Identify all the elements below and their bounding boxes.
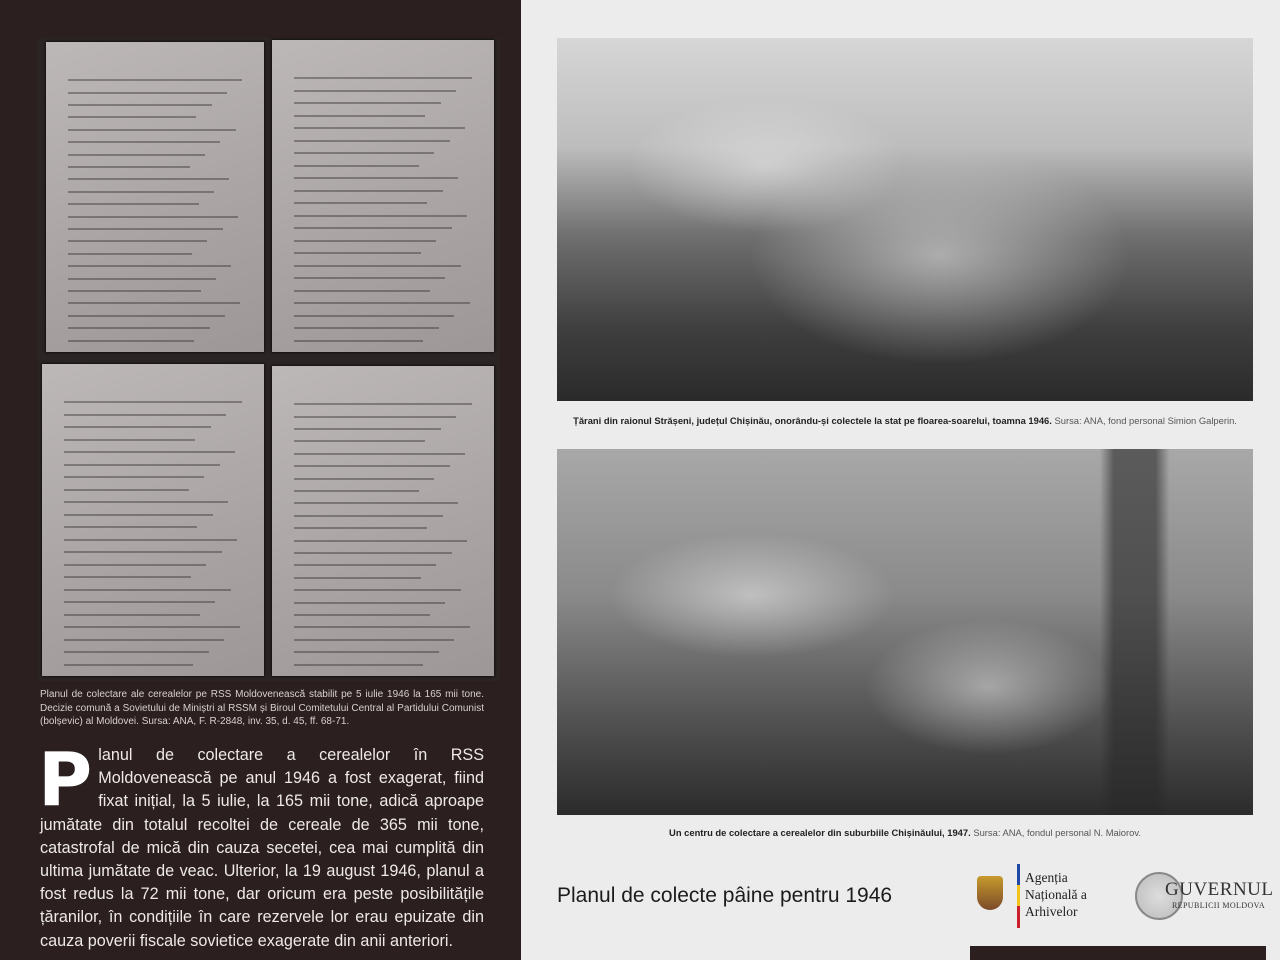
typed-line — [294, 664, 423, 666]
typed-line — [64, 639, 224, 641]
page-title: Planul de colecte pâine pentru 1946 — [557, 884, 893, 907]
typed-line — [294, 90, 456, 92]
typed-line — [64, 426, 211, 428]
typed-line — [294, 564, 436, 566]
gov-line-2: REPUBLICII MOLDOVA — [1171, 901, 1265, 910]
typed-line — [68, 240, 208, 242]
typed-line — [294, 490, 418, 492]
body-paragraph: lanul de colectare a cerealelor în RSS Moldovenească pe anul 1946 a fost exagerat, fiind fixat inițial, la 5 iulie, la 165 mii tone, adică aproape jumătate din totalul recoltei de cereale de 365 mii tone, catastrofal de mică din cauza secetei, cea mai cumplită din ultima jumătate de veac. Ulterior, la 19 august 1946, planul a fost redus la 72 mii tone, dar oricum era peste posibilitățile țăranilor, în condițiile în care rezervele lor erau epuizate din cauza poverii fiscale sovietice exagerate din anii anteriori. — [40, 746, 484, 950]
typed-line — [64, 526, 197, 528]
typed-line — [64, 589, 231, 591]
archive-documents-image — [38, 38, 500, 681]
gov-line-1: GUVERNUL — [1165, 879, 1274, 900]
ana-line-2: Națională a — [1025, 887, 1087, 902]
typed-line — [294, 540, 467, 542]
typed-line — [68, 129, 236, 131]
government-logo-text — [1165, 879, 1274, 910]
typed-line — [294, 552, 452, 554]
ana-line-3: Arhivelor — [1025, 904, 1078, 919]
typed-line — [64, 576, 191, 578]
tricolor-divider — [1017, 864, 1020, 928]
typed-line — [64, 626, 239, 628]
typed-line — [68, 278, 216, 280]
typed-line — [68, 315, 225, 317]
typed-line — [68, 178, 229, 180]
typed-line — [294, 639, 454, 641]
typed-line — [68, 327, 210, 329]
typed-line — [64, 551, 222, 553]
typed-line — [64, 489, 188, 491]
typed-line — [68, 265, 232, 267]
typed-line — [294, 190, 443, 192]
caption-source: Sursa: ANA, fond personal Simion Galperin. — [1054, 415, 1237, 426]
typed-line — [64, 501, 228, 503]
typed-line — [64, 564, 206, 566]
typed-line — [68, 228, 223, 230]
typed-line — [294, 327, 438, 329]
typed-line — [294, 215, 467, 217]
document-page-2 — [272, 40, 494, 352]
typed-line — [294, 589, 461, 591]
typed-line — [294, 440, 425, 442]
typed-line — [64, 476, 204, 478]
typed-line — [294, 240, 436, 242]
typed-line — [68, 253, 192, 255]
typed-line — [68, 141, 221, 143]
typed-line — [294, 502, 458, 504]
ana-logo-text — [1025, 869, 1087, 920]
drop-cap: P — [38, 737, 93, 823]
typed-line — [64, 539, 237, 541]
typed-line — [64, 651, 208, 653]
typed-line — [294, 227, 452, 229]
typed-line — [68, 79, 242, 81]
typed-line — [64, 414, 226, 416]
typed-line — [64, 451, 235, 453]
caption-source: Sursa: ANA, fondul personal N. Maiorov. — [973, 827, 1141, 838]
ana-line-1: Agenția — [1025, 870, 1068, 885]
document-page-4 — [272, 366, 494, 676]
footer-bar — [970, 946, 1266, 960]
document-page-1 — [46, 42, 264, 352]
left-panel — [0, 0, 521, 960]
typed-line — [294, 527, 427, 529]
typed-line — [294, 626, 469, 628]
typed-line — [294, 428, 441, 430]
typed-line — [294, 152, 434, 154]
typed-line — [68, 340, 194, 342]
typed-line — [294, 165, 418, 167]
typed-line — [64, 464, 219, 466]
photo-collection-center — [557, 449, 1253, 815]
typed-line — [68, 166, 190, 168]
body-text — [38, 737, 484, 953]
typed-line — [294, 177, 458, 179]
typed-line — [294, 302, 469, 304]
typed-line — [294, 614, 429, 616]
typed-line — [68, 216, 238, 218]
typed-line — [68, 92, 227, 94]
typed-line — [68, 290, 201, 292]
photo-caption-2 — [557, 827, 1253, 838]
typed-line — [294, 102, 441, 104]
typed-line — [294, 577, 421, 579]
photo-caption-1 — [557, 415, 1253, 426]
typed-line — [68, 116, 197, 118]
typed-line — [294, 403, 472, 405]
photo-peasants-sunflower — [557, 38, 1253, 401]
typed-line — [294, 140, 449, 142]
typed-line — [294, 77, 472, 79]
typed-line — [294, 651, 438, 653]
logos — [975, 862, 1274, 922]
typed-line — [68, 104, 212, 106]
document-page-3 — [42, 364, 264, 676]
caption-title: Un centru de colectare a cerealelor din suburbiile Chișinăului, 1947. — [669, 827, 971, 838]
typed-line — [294, 602, 445, 604]
typed-line — [294, 515, 443, 517]
typed-line — [294, 315, 454, 317]
typed-line — [294, 265, 461, 267]
typed-line — [294, 290, 429, 292]
typed-line — [64, 401, 242, 403]
typed-line — [294, 115, 425, 117]
typed-line — [294, 127, 465, 129]
typed-line — [64, 664, 193, 666]
typed-line — [64, 439, 195, 441]
typed-line — [68, 191, 214, 193]
documents-caption: Planul de colectare ale cerealelor pe RSS Moldovenească stabilit pe 5 iulie 1946 la 165 mii tone. Decizie comună a Sovietului de Miniștri al RSSM și Biroul Comitetului Central al Partidului Comunist (bolșevic) al Moldovei. Sursa: ANA, F. R-2848, inv. 35, d. 45, ff. 68-71. — [40, 689, 484, 727]
typed-line — [64, 614, 199, 616]
typed-line — [294, 252, 421, 254]
moldova-coat-of-arms-icon — [977, 876, 1003, 910]
typed-line — [294, 340, 423, 342]
typed-line — [294, 465, 449, 467]
typed-line — [294, 277, 445, 279]
typed-line — [68, 154, 205, 156]
typed-line — [68, 302, 240, 304]
typed-line — [294, 202, 427, 204]
typed-line — [64, 601, 215, 603]
typed-line — [294, 453, 465, 455]
typed-line — [64, 514, 213, 516]
typed-line — [68, 203, 199, 205]
typed-line — [294, 478, 434, 480]
caption-title: Țărani din raionul Strășeni, județul Chișinău, onorându-și colectele la stat pe floarea-soarelui, toamna 1946. — [573, 415, 1052, 426]
typed-line — [294, 416, 456, 418]
